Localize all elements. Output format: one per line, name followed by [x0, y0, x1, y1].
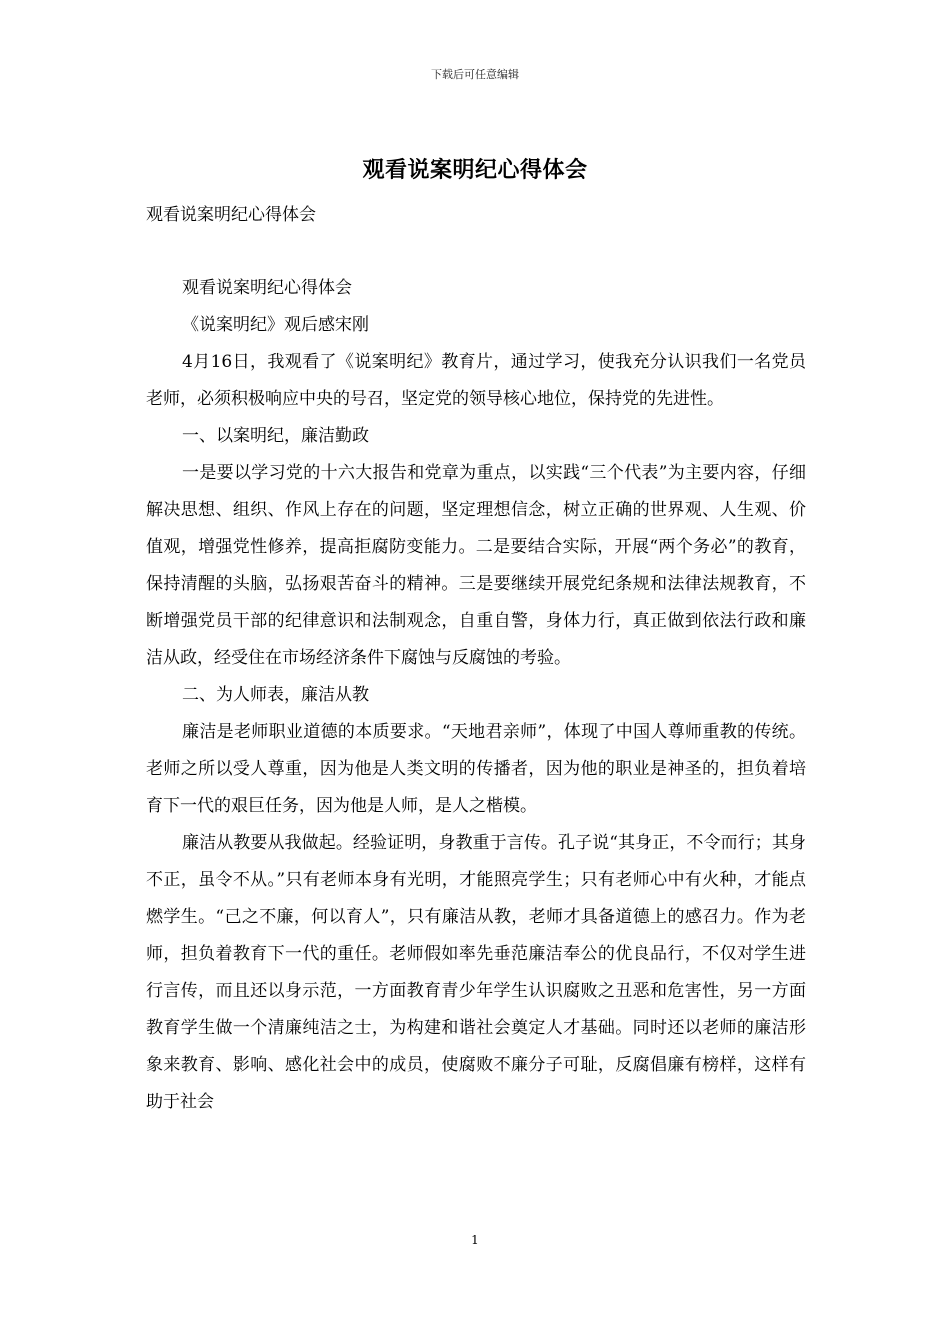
- paragraph-intro: 4月16日，我观看了《说案明纪》教育片，通过学习，使我充分认识我们一名党员老师，必须积极响应中央的号召，坚定党的领导核心地位，保持党的先进性。: [146, 352, 806, 409]
- paragraph-section-2b: 廉洁从教要从我做起。经验证明，身教重于言传。孔子说“其身正，不令而行；其身不正，虽令不从。”只有老师本身有光明，才能照亮学生；只有老师心中有火种，才能点燃学生。“己之不廉，何以育人”，只有廉洁从教，老师才具备道德上的感召力。作为老师，担负着教育下一代的重任。老师假如率先垂范廉洁奉公的优良品行，不仅对学生进行言传，而且还以身示范，一方面教育青少年学生认识腐败之丑恶和危害性，另一方面教育学生做一个清廉纯洁之士，为构建和谐社会奠定人才基础。同时还以老师的廉洁形象来教育、影响、感化社会中的成员，使腐败不廉分子可耻，反腐倡廉有榜样，这样有助于社会: [146, 833, 806, 1112]
- document-body: [146, 270, 806, 1121]
- document-subtitle: 观看说案明纪心得体会: [146, 205, 316, 225]
- paragraph-section-1: 一是要以学习党的十六大报告和党章为重点，以实践“三个代表”为主要内容，仔细解决思想、组织、作风上存在的问题，坚定理想信念，树立正确的世界观、人生观、价值观，增强党性修养，提高拒腐防变能力。二是要结合实际，开展“两个务必”的教育，保持清醒的头脑，弘扬艰苦奋斗的精神。三是要继续开展党纪条规和法律法规教育，不断增强党员干部的纪律意识和法制观念，自重自警，身体力行，真正做到依法行政和廉洁从政，经受住在市场经济条件下腐蚀与反腐蚀的考验。: [146, 463, 806, 668]
- header-note: 下载后可任意编辑: [431, 68, 519, 81]
- paragraph-section-2a: 廉洁是老师职业道德的本质要求。“天地君亲师”，体现了中国人尊师重教的传统。老师之所以受人尊重，因为他是人类文明的传播者，因为他的职业是神圣的，担负着培育下一代的艰巨任务，因为他是人师，是人之楷模。: [146, 722, 806, 816]
- section-heading-1: 一、以案明纪，廉洁勤政: [182, 426, 369, 446]
- paragraph-byline: 《说案明纪》观后感宋刚: [182, 315, 369, 335]
- section-heading-2: 二、为人师表，廉洁从教: [182, 685, 369, 705]
- paragraph-heading: 观看说案明纪心得体会: [182, 278, 352, 298]
- page-number: 1: [471, 1233, 479, 1247]
- document-title: 观看说案明纪心得体会: [362, 157, 588, 183]
